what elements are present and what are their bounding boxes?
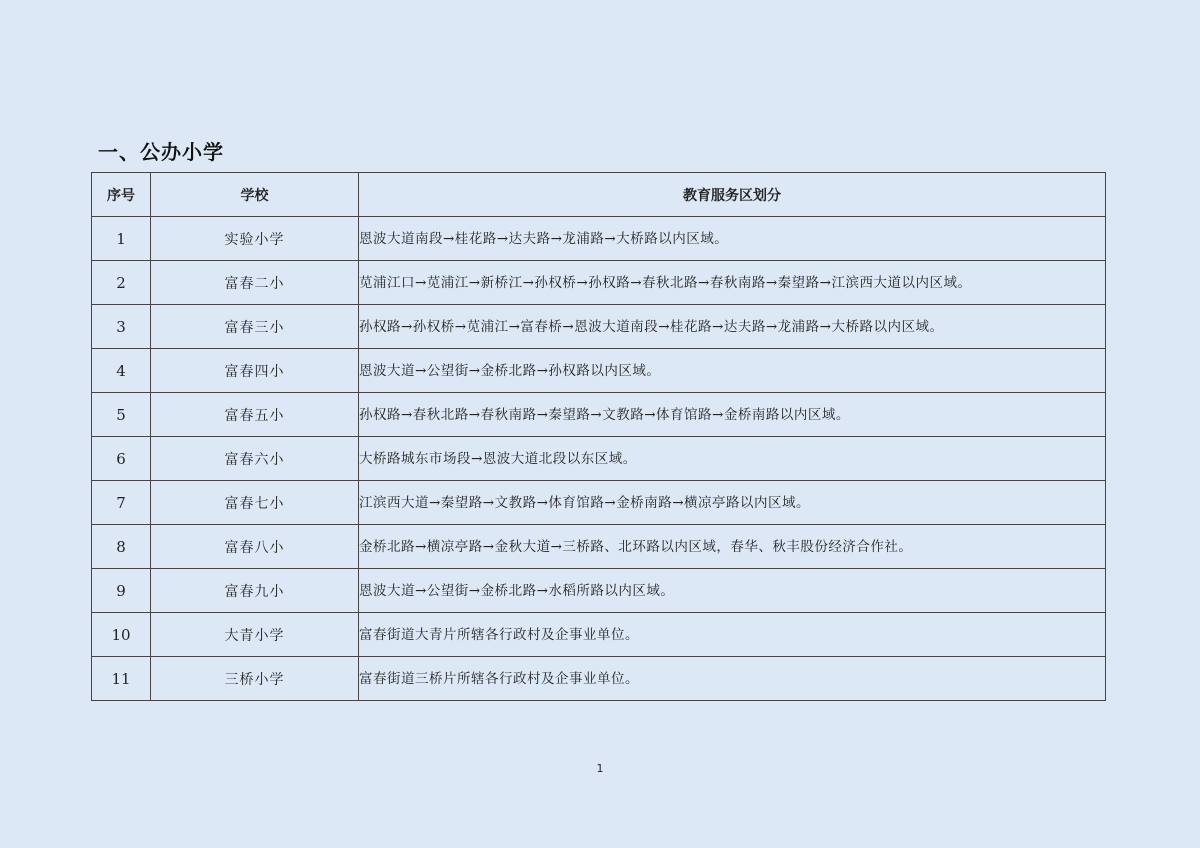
row-number: 1 — [92, 217, 151, 261]
table-row — [92, 613, 1106, 657]
service-zone: 富春街道大青片所辖各行政村及企事业单位。 — [359, 613, 1106, 657]
school-name: 富春二小 — [151, 261, 359, 305]
row-number: 8 — [92, 525, 151, 569]
school-name: 富春四小 — [151, 349, 359, 393]
service-zone: 恩波大道→公望街→金桥北路→水稻所路以内区域。 — [359, 569, 1106, 613]
table-row — [92, 393, 1106, 437]
row-number: 4 — [92, 349, 151, 393]
row-number: 9 — [92, 569, 151, 613]
row-number: 11 — [92, 657, 151, 701]
page-number: 1 — [596, 762, 604, 775]
school-name: 富春七小 — [151, 481, 359, 525]
school-name: 富春三小 — [151, 305, 359, 349]
school-name: 实验小学 — [151, 217, 359, 261]
service-zone: 孙权路→春秋北路→春秋南路→秦望路→文教路→体育馆路→金桥南路以内区域。 — [359, 393, 1106, 437]
school-name: 富春五小 — [151, 393, 359, 437]
service-zone: 孙权路→孙权桥→苋浦江→富春桥→恩波大道南段→桂花路→达夫路→龙浦路→大桥路以内区域。 — [359, 305, 1106, 349]
header-no: 序号 — [92, 173, 151, 217]
header-zone: 教育服务区划分 — [359, 173, 1106, 217]
row-number: 2 — [92, 261, 151, 305]
table-header-row — [92, 173, 1106, 217]
school-name: 大青小学 — [151, 613, 359, 657]
table-row — [92, 657, 1106, 701]
table-row — [92, 569, 1106, 613]
table-row — [92, 525, 1106, 569]
table-row — [92, 481, 1106, 525]
school-zone-table — [91, 172, 1106, 701]
service-zone: 大桥路城东市场段→恩波大道北段以东区域。 — [359, 437, 1106, 481]
service-zone: 恩波大道南段→桂花路→达夫路→龙浦路→大桥路以内区域。 — [359, 217, 1106, 261]
row-number: 5 — [92, 393, 151, 437]
school-name: 富春九小 — [151, 569, 359, 613]
table-row — [92, 437, 1106, 481]
row-number: 7 — [92, 481, 151, 525]
table-row — [92, 349, 1106, 393]
row-number: 6 — [92, 437, 151, 481]
header-school: 学校 — [151, 173, 359, 217]
row-number: 3 — [92, 305, 151, 349]
service-zone: 恩波大道→公望街→金桥北路→孙权路以内区域。 — [359, 349, 1106, 393]
school-name: 三桥小学 — [151, 657, 359, 701]
section-title: 一、公办小学 — [98, 140, 224, 164]
service-zone: 江滨西大道→秦望路→文教路→体育馆路→金桥南路→横凉亭路以内区域。 — [359, 481, 1106, 525]
school-name: 富春八小 — [151, 525, 359, 569]
table-row — [92, 217, 1106, 261]
service-zone: 苋浦江口→苋浦江→新桥江→孙权桥→孙权路→春秋北路→春秋南路→秦望路→江滨西大道以内区域。 — [359, 261, 1106, 305]
table-row — [92, 261, 1106, 305]
school-name: 富春六小 — [151, 437, 359, 481]
row-number: 10 — [92, 613, 151, 657]
service-zone: 富春街道三桥片所辖各行政村及企事业单位。 — [359, 657, 1106, 701]
table-row — [92, 305, 1106, 349]
service-zone: 金桥北路→横凉亭路→金秋大道→三桥路、北环路以内区域，春华、秋丰股份经济合作社。 — [359, 525, 1106, 569]
